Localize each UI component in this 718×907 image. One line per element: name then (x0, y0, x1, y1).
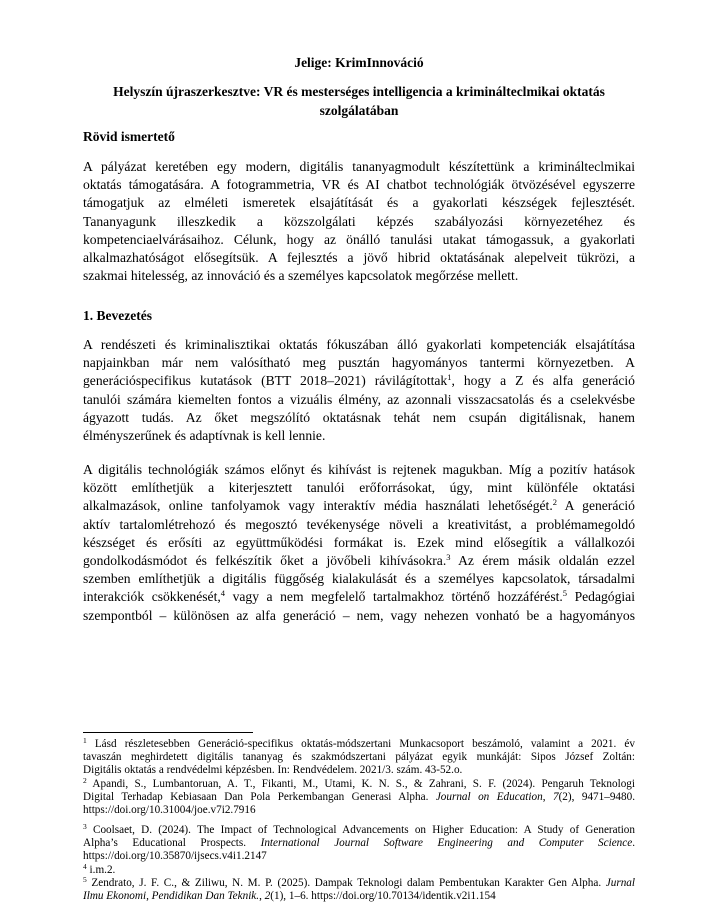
journal-name: Journal on Education (435, 791, 543, 804)
text-line: szakmai hitelesség, az innováció és a személyes kapcsolatok megőrzése mellett. (83, 268, 519, 284)
footnote-line (83, 837, 635, 850)
footnote-ref[interactable]: 5 (562, 588, 568, 599)
text-segment: , (259, 890, 265, 903)
text-segment: , (542, 791, 553, 804)
text-line (83, 497, 635, 515)
text-line: kompetenciaelvárásaihoz. Célunk, hogy az önálló tanulási utakat támogassuk, a gyakorlati (83, 231, 635, 247)
footnote-ref[interactable]: 2 (552, 497, 557, 508)
footnote-ref[interactable]: 1 (447, 372, 452, 383)
text-segment: vagy a nem megfelelő tartalmakhoz történő hozzáférést. (225, 589, 563, 605)
footnote-number: 2 (83, 776, 87, 785)
text-line: Tananyagunk illeszkedik a közszolgálati képzés szabályozási környezetéhez és (83, 213, 635, 229)
text-line: alkalmazhatóságot elősegítsük. A fejlesztés a jövő hibrid oktatásának alepelveit tükrözi, a (83, 250, 635, 266)
footnote-ref[interactable]: 4 (220, 588, 226, 599)
footnote-line (83, 791, 635, 804)
text-segment: interakciók csökkenését, (83, 589, 221, 605)
footnote-3 (83, 824, 635, 864)
footnote-line: tavaszán meghirdetett digitális tananyag és szakmódszertani pályázat egyik munkáját: Sipos József Zoltán: (83, 751, 635, 764)
footnote-1 (83, 738, 635, 778)
text-segment: , hogy a Z és alfa generáció (451, 373, 635, 389)
journal-name: Jurnal (605, 877, 635, 889)
text-line: támogatjuk az elméleti ismeretek elsajátítását és a gyakorlati készségek fejlesztését. (83, 195, 635, 211)
doi-link[interactable]: https://doi.org/10.35870/ijsecs.v4i1.2147 (83, 850, 267, 863)
text-segment: alkalmazások, online tanfolyamok vagy interaktív média használati lehetőségét. (83, 498, 553, 514)
footnote-number: 4 (83, 862, 87, 871)
footnote-number: 1 (83, 736, 87, 745)
text-line (83, 372, 635, 390)
text-segment: generációspecifikus kutatások (BTT 2018–2021) rávilágítottak (83, 373, 448, 389)
intro-paragraph-1 (83, 336, 635, 445)
text-line: ágyazott tudás. Az őket megszólító oktatásnak tehát nem csupán digitálisnak, hanem (83, 409, 635, 425)
text-segment: i.m.2. (86, 864, 116, 876)
text-segment: gondolkodásmódot és felkészítik őket a jövőbeli kihívásokra. (83, 553, 447, 569)
text-segment: Lásd részletesebben Generáció-specifikus oktatás-módszertani Munkacsoport beszámoló, valamint a 2021. év (86, 738, 635, 750)
volume: 7 (552, 791, 559, 804)
footnote-line (83, 890, 635, 903)
text-line (83, 588, 635, 606)
footnote-line (83, 877, 635, 890)
text-segment: Alpha’s Educational Prospects. (83, 837, 261, 850)
footnote-5 (83, 877, 635, 903)
intro-heading: 1. Bevezetés (83, 308, 152, 323)
text-segment: Apandi, S., Lumbantoruan, A. T., Fikanti, M., Utami, K. N. S., & Zahrani, S. F. (2024). Pengaruh Teknologi (86, 778, 635, 790)
text-line: szempontból – különösen az alfa generáció – nem, vagy nehezen vonható be a hagyományos (83, 607, 635, 623)
text-line: készséget és erősíti az együttműködési formákat is. Ezek mind elősegítik a vállalkozói (83, 534, 635, 550)
text-segment: Pedagógiai (567, 589, 635, 605)
footnote-separator (83, 732, 253, 733)
text-segment: . (632, 837, 635, 850)
text-line: szemben említhetjük a digitális függőség kialakulását és a személyes kapcsolatok, társadalmi (83, 571, 635, 587)
text-line: oktatás támogatására. A fotogrammetria, VR és AI chatbot technológiák ötvözésével egyszerre (83, 177, 635, 193)
footnote-ref[interactable]: 3 (446, 552, 451, 563)
summary-paragraph (83, 158, 635, 285)
text-segment: Zendrato, J. F. C., & Ziliwu, N. M. P. (2025). Dampak Teknologi dalam Pembentukan Karakter Gen Alpha. (86, 877, 606, 889)
document-title (83, 82, 635, 120)
summary-heading: Rövid ismertető (83, 129, 175, 144)
text-line: A digitális technológiák számos előnyt és kihívást is rejtenek magukban. Míg a pozitív hatások (83, 462, 635, 477)
title-line: szolgálatában (319, 103, 399, 118)
motto: Jelige: KrimInnováció (294, 55, 424, 70)
text-line: aktív tartalomlétrehozó és megosztó tevékenysége növeli a kreativitást, a problémamegoldó (83, 516, 635, 532)
text-line (83, 552, 635, 570)
journal-name: International Journal Software Engineering and Computer Science (260, 837, 633, 850)
text-line: A pályázat keretében egy modern, digitális tananyagmodult készítettünk a kriminálteclmikai (83, 159, 635, 174)
footnote-4 (83, 864, 635, 877)
text-segment: Az érem másik oldalán ezzel (450, 553, 636, 569)
text-line: között említhetjük a kiterjesztett tanulói erőforrásokat, úgy, mint különféle oktatási (83, 480, 635, 496)
text-line: tanulói számára kiemelten fontos a vizuális élmény, az azonnali visszacsatolás és a cselekvésbe (83, 391, 635, 407)
volume: 2 (264, 890, 271, 903)
text-line: élményszerűnek és adaptívnak is kell lennie. (83, 428, 326, 444)
journal-name: Ilmu Ekonomi, Pendidikan Dan Teknik. (83, 890, 260, 903)
footnote-line (83, 824, 635, 837)
footnote-2 (83, 778, 635, 818)
footnote-number: 5 (83, 875, 87, 884)
text-segment: (1), 1–6. https://doi.org/10.70134/identik.v2i1.154 (270, 890, 496, 903)
text-line: A rendészeti és kriminalisztikai oktatás fókuszában álló gyakorlati kompetenciák elsajátítása (83, 337, 635, 352)
footnote-line: Digitális oktatás a rendvédelmi képzésben. In: Rendvédelem. 2021/3. szám. 43-52.o. (83, 764, 463, 777)
doi-link[interactable]: https://doi.org/10.31004/joe.v7i2.7916 (83, 804, 256, 817)
text-line: napjainkban már nem valósítható meg pusztán hagyományos tantermi környezetben. A (83, 355, 635, 371)
footnote-line (83, 738, 635, 751)
footnote-line (83, 864, 635, 877)
footnote-number: 3 (83, 822, 87, 831)
text-segment: Digital Terhadap Kebiasaan Dan Pola Perkembangan Generasi Alpha. (83, 791, 436, 804)
intro-paragraph-2 (83, 461, 635, 625)
text-segment: A generáció (556, 498, 635, 514)
text-segment: Coolsaet, D. (2024). The Impact of Technological Advancements on Higher Education: A Study of Generation (86, 824, 635, 836)
title-line: Helyszín újraszerkesztve: VR és mesterséges intelligencia a kriminálteclmikai oktatás (113, 84, 605, 99)
footnote-line (83, 778, 635, 791)
text-segment: (2), 9471–9480. (558, 791, 635, 804)
